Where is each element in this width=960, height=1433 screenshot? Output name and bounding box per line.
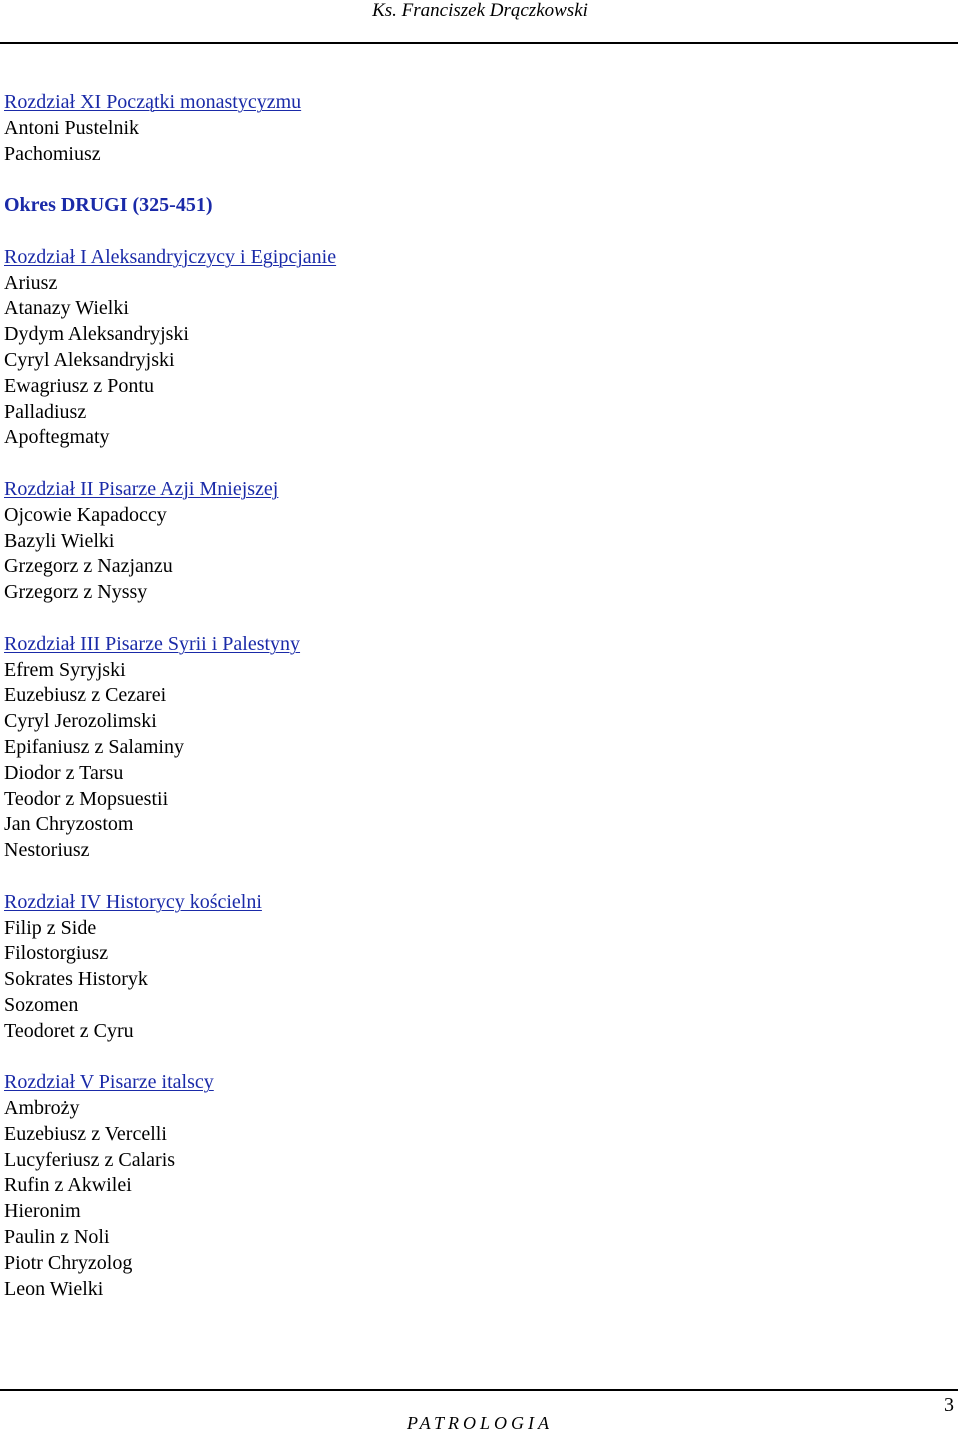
toc-entry: Piotr Chryzolog — [4, 1251, 133, 1274]
running-footer-title: PATROLOGIA — [406, 1413, 553, 1433]
toc-entry: Atanazy Wielki — [4, 297, 129, 320]
toc-entry: Palladiusz — [4, 400, 87, 423]
toc-entry: Apoftegmaty — [4, 426, 110, 449]
toc-entry: Ewagriusz z Pontu — [4, 374, 154, 397]
header-divider — [0, 42, 958, 44]
toc-chapter-5[interactable]: Rozdział V Pisarze italscy — [4, 1071, 214, 1094]
table-of-contents — [4, 90, 904, 1302]
spacer — [4, 1044, 904, 1070]
toc-entry: Ariusz — [4, 271, 58, 294]
footer-divider — [0, 1389, 958, 1391]
toc-entry: Hieronim — [4, 1200, 81, 1223]
toc-period-heading: Okres DRUGI (325-451) — [4, 194, 213, 217]
toc-entry: Sozomen — [4, 993, 79, 1016]
toc-entry: Grzegorz z Nazjanzu — [4, 555, 173, 578]
toc-chapter-1[interactable]: Rozdział I Aleksandryjczycy i Egipcjanie — [4, 245, 337, 268]
spacer — [4, 219, 904, 245]
toc-entry: Cyryl Jerozolimski — [4, 710, 157, 733]
toc-entry: Sokrates Historyk — [4, 968, 148, 991]
toc-chapter-2[interactable]: Rozdział II Pisarze Azji Mniejszej — [4, 477, 279, 500]
toc-entry: Bazyli Wielki — [4, 529, 115, 552]
toc-entry: Diodor z Tarsu — [4, 761, 124, 784]
toc-entry: Efrem Syryjski — [4, 658, 126, 681]
toc-entry: Teodor z Mopsuestii — [4, 787, 169, 810]
toc-chapter-11[interactable]: Rozdział XI Początki monastycyzmu — [4, 91, 302, 113]
toc-entry: Filostorgiusz — [4, 942, 109, 965]
page-number: 3 — [944, 1394, 954, 1416]
toc-entry: Nestoriusz — [4, 839, 90, 862]
spacer — [4, 451, 904, 477]
toc-entry: Teodoret z Cyru — [4, 1019, 134, 1042]
toc-entry: Jan Chryzostom — [4, 813, 134, 836]
toc-entry: Pachomiusz — [4, 142, 101, 165]
toc-entry: Ambroży — [4, 1097, 80, 1120]
toc-entry: Rufin z Akwilei — [4, 1174, 132, 1197]
toc-entry: Epifaniusz z Salaminy — [4, 735, 184, 758]
spacer — [4, 864, 904, 890]
toc-entry: Dydym Aleksandryjski — [4, 323, 189, 346]
toc-entry: Paulin z Noli — [4, 1226, 110, 1249]
spacer — [4, 167, 904, 193]
toc-entry: Grzegorz z Nyssy — [4, 581, 148, 604]
toc-entry: Euzebiusz z Vercelli — [4, 1122, 167, 1145]
toc-entry: Ojcowie Kapadoccy — [4, 503, 167, 526]
toc-entry: Antoni Pustelnik — [4, 116, 140, 139]
toc-entry: Euzebiusz z Cezarei — [4, 684, 167, 707]
running-header-author: Ks. Franciszek Drączkowski — [372, 0, 588, 21]
toc-chapter-4[interactable]: Rozdział IV Historycy kościelni — [4, 890, 262, 913]
toc-entry: Leon Wielki — [4, 1277, 104, 1300]
toc-entry: Lucyferiusz z Calaris — [4, 1148, 176, 1171]
toc-chapter-3[interactable]: Rozdział III Pisarze Syrii i Palestyny — [4, 632, 301, 655]
spacer — [4, 606, 904, 632]
toc-entry: Filip z Side — [4, 916, 97, 939]
toc-entry: Cyryl Aleksandryjski — [4, 348, 175, 371]
